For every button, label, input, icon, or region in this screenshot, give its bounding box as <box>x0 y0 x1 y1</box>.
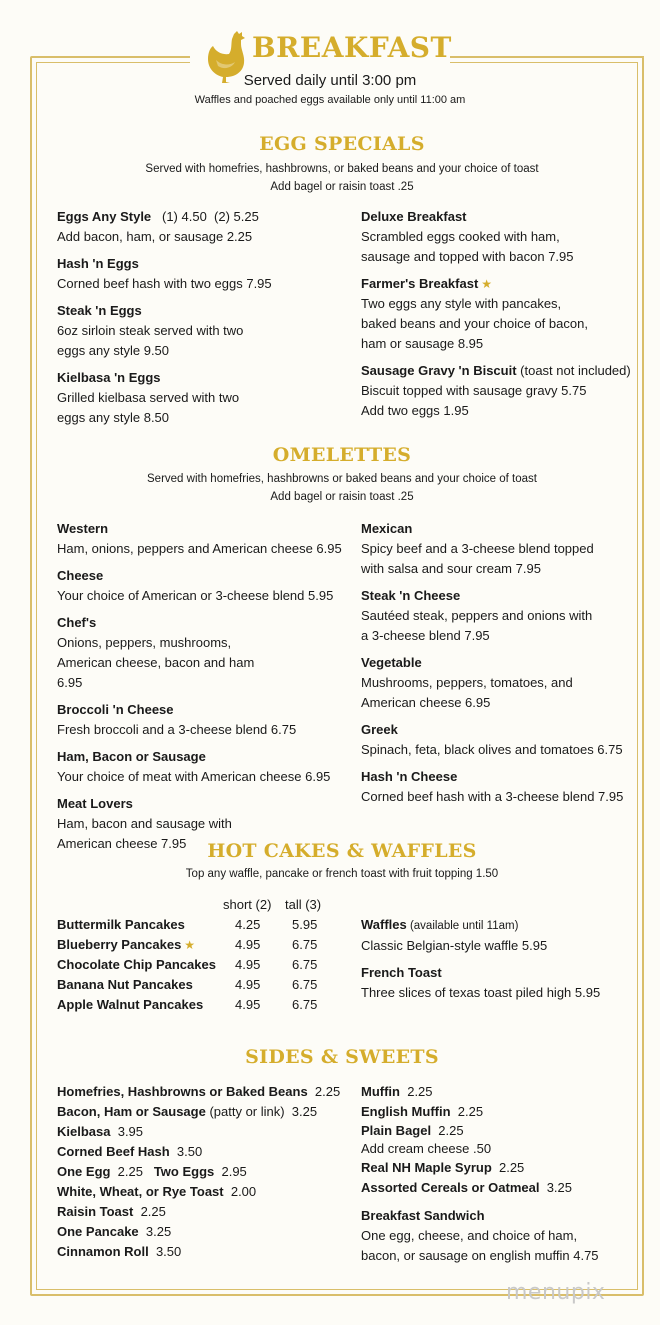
item-name: Broccoli 'n Cheese <box>57 702 174 717</box>
menu-item <box>361 720 641 760</box>
table-row <box>57 975 337 995</box>
column-tall: tall (3) <box>285 897 322 912</box>
item-name: Mexican <box>361 521 413 536</box>
price-tall: 6.75 <box>292 977 318 992</box>
side-item <box>57 1242 352 1262</box>
side-name: English Muffin <box>361 1104 451 1119</box>
side-price: 2.25 <box>307 1084 341 1099</box>
side-item <box>361 1158 641 1178</box>
side-name: Assorted Cereals or Oatmeal <box>361 1180 540 1195</box>
item-name: French Toast <box>361 965 442 980</box>
table-row <box>57 915 337 935</box>
egg-specials-left <box>57 207 352 435</box>
menu-item <box>57 566 352 606</box>
item-note: (available until 11am) <box>406 920 519 932</box>
item-name: Meat Lovers <box>57 796 133 811</box>
item-desc: Three slices of texas toast piled high 5.95 <box>361 985 601 1000</box>
price-short: 4.95 <box>235 997 261 1012</box>
menu-item <box>57 613 267 693</box>
item-addon: Add two eggs 1.95 <box>361 403 469 418</box>
side-item <box>57 1102 352 1122</box>
menu-item <box>57 207 352 247</box>
side-item <box>361 1082 641 1102</box>
pancake-name <box>57 935 195 955</box>
omelettes-left <box>57 519 352 861</box>
item-desc: Sautéed steak, peppers and onions with a 3-cheese blend 7.95 <box>361 608 593 643</box>
side-item <box>57 1222 352 1242</box>
side-price: 2.25 <box>431 1123 464 1138</box>
price-tall: 6.75 <box>292 957 318 972</box>
omelettes-addon: Add bagel or raisin toast .25 <box>270 491 414 503</box>
item-name: Vegetable <box>361 655 422 670</box>
side-name: Muffin <box>361 1084 400 1099</box>
omelettes-title: OMELETTES <box>272 444 412 466</box>
item-desc: 6oz sirloin steak served with two eggs any style 9.50 <box>57 323 244 358</box>
item-price: (1) 4.50 (2) 5.25 <box>151 209 259 224</box>
side-name: Cinnamon Roll <box>57 1244 149 1259</box>
item-desc: One egg, cheese, and choice of ham, bacon, or sausage on english muffin 4.75 <box>361 1228 599 1263</box>
item-desc: Mushrooms, peppers, tomatoes, and American cheese 6.95 <box>361 675 573 710</box>
price-short: 4.95 <box>235 957 261 972</box>
table-row <box>57 995 337 1015</box>
side-item <box>361 1122 641 1140</box>
side-name: Two Eggs <box>153 1164 215 1179</box>
side-item <box>57 1122 352 1142</box>
egg-specials-note: Served with homefries, hashbrowns, or baked beans and your choice of toast <box>145 163 539 175</box>
item-desc: Add bacon, ham, or sausage 2.25 <box>57 229 253 244</box>
pancake-table <box>57 895 337 1015</box>
menu-item <box>361 915 641 956</box>
menu-item <box>361 274 596 354</box>
side-price: 3.25 <box>539 1180 572 1195</box>
price-tall: 5.95 <box>292 917 318 932</box>
side-price: 2.25 <box>110 1164 154 1179</box>
menu-item <box>361 653 576 713</box>
side-price: 3.95 <box>110 1124 144 1139</box>
item-name: Deluxe Breakfast <box>361 209 467 224</box>
watermark: menupix <box>506 1280 606 1305</box>
column-short: short (2) <box>223 897 272 912</box>
star-icon: ★ <box>481 277 493 291</box>
item-desc: Two eggs any style with pancakes, baked beans and your choice of bacon, ham or sausage 8.95 <box>361 296 588 351</box>
side-item <box>57 1182 352 1202</box>
item-desc: Corned beef hash with two eggs 7.95 <box>57 276 272 291</box>
side-price: 2.95 <box>214 1164 247 1179</box>
sides-title: SIDES & SWEETS <box>245 1046 439 1068</box>
egg-specials-right <box>361 207 641 428</box>
pancake-name: Buttermilk Pancakes <box>57 917 185 932</box>
price-tall: 6.75 <box>292 997 318 1012</box>
item-desc: Ham, onions, peppers and American cheese 6.95 <box>57 541 342 556</box>
menu-item <box>57 301 267 361</box>
pancake-name: Chocolate Chip Pancakes <box>57 957 216 972</box>
side-name: Real NH Maple Syrup <box>361 1160 492 1175</box>
side-name: One Egg <box>57 1164 111 1179</box>
item-name: Western <box>57 521 109 536</box>
sides-right <box>361 1082 641 1273</box>
item-desc: Fresh broccoli and a 3-cheese blend 6.75 <box>57 722 297 737</box>
price-short: 4.95 <box>235 977 261 992</box>
served-note: Waffles and poached eggs available only until 11:00 am <box>194 94 466 106</box>
item-desc: Onions, peppers, mushrooms, American cheese, bacon and ham 6.95 <box>57 635 255 690</box>
item-desc: Grilled kielbasa served with two eggs any style 8.50 <box>57 390 240 425</box>
menu-item <box>57 700 352 740</box>
sides-left <box>57 1082 352 1262</box>
side-item <box>57 1082 352 1102</box>
table-header <box>57 895 337 915</box>
item-name: Farmer's Breakfast <box>361 276 479 291</box>
header-rule-right <box>450 56 644 57</box>
menu-item <box>361 1206 616 1266</box>
item-desc: Classic Belgian-style waffle 5.95 <box>361 938 548 953</box>
menu-item <box>361 361 641 421</box>
item-name: Hash 'n Cheese <box>361 769 458 784</box>
item-name: Waffles <box>361 917 407 932</box>
item-name: Steak 'n Eggs <box>57 303 142 318</box>
item-desc: Ham, bacon and sausage with American cheese 7.95 <box>57 816 232 851</box>
item-desc: Spicy beef and a 3-cheese blend topped with salsa and sour cream 7.95 <box>361 541 594 576</box>
egg-specials-title: EGG SPECIALS <box>259 133 425 155</box>
item-name: Sausage Gravy 'n Biscuit <box>361 363 517 378</box>
item-name: Hash 'n Eggs <box>57 256 139 271</box>
item-name: Steak 'n Cheese <box>361 588 461 603</box>
omelettes-right <box>361 519 641 814</box>
side-addon: Add cream cheese .50 <box>361 1141 492 1156</box>
side-price: 2.00 <box>223 1184 257 1199</box>
side-price: 2.25 <box>399 1084 433 1099</box>
header-rule-left <box>36 56 190 57</box>
menu-item <box>361 586 601 646</box>
side-price: 3.50 <box>169 1144 203 1159</box>
side-price: 2.25 <box>491 1160 525 1175</box>
hotcakes-right <box>361 915 641 1010</box>
item-name: Ham, Bacon or Sausage <box>57 749 206 764</box>
menu-item <box>361 767 641 807</box>
header-rule-right-2 <box>450 62 638 63</box>
side-price: 2.25 <box>133 1204 166 1219</box>
side-item <box>361 1102 641 1122</box>
side-name: Kielbasa <box>57 1124 111 1139</box>
hotcakes-note: Top any waffle, pancake or french toast with fruit topping 1.50 <box>185 868 499 880</box>
page-title: BREAKFAST <box>252 31 452 64</box>
menu-item <box>361 963 641 1003</box>
menu-item <box>57 519 352 559</box>
item-desc: Corned beef hash with a 3-cheese blend 7.95 <box>361 789 624 804</box>
menu-item <box>57 254 352 294</box>
item-name: Greek <box>361 722 398 737</box>
item-name: Chef's <box>57 615 97 630</box>
side-item <box>57 1142 352 1162</box>
item-note: (toast not included) <box>516 363 631 378</box>
item-name: Breakfast Sandwich <box>361 1208 485 1223</box>
star-icon: ★ <box>184 938 196 952</box>
hotcakes-title: HOT CAKES & WAFFLES <box>207 840 477 862</box>
table-row <box>57 955 337 975</box>
pancake-name: Apple Walnut Pancakes <box>57 997 204 1012</box>
price-short: 4.25 <box>235 917 261 932</box>
item-desc: Your choice of American or 3-cheese blend 5.95 <box>57 588 334 603</box>
side-price: 3.25 <box>138 1224 172 1239</box>
side-name: Plain Bagel <box>361 1123 432 1138</box>
side-price: 3.50 <box>148 1244 182 1259</box>
side-item <box>57 1162 352 1182</box>
side-price: 2.25 <box>450 1104 484 1119</box>
side-item <box>361 1178 641 1198</box>
menu-item <box>57 368 257 428</box>
side-name: Corned Beef Hash <box>57 1144 170 1159</box>
side-name: Bacon, Ham or Sausage <box>57 1104 206 1119</box>
side-name: Raisin Toast <box>57 1204 134 1219</box>
price-tall: 6.75 <box>292 937 318 952</box>
price-short: 4.95 <box>235 937 261 952</box>
side-name: Homefries, Hashbrowns or Baked Beans <box>57 1084 308 1099</box>
item-desc: Scrambled eggs cooked with ham, sausage and topped with bacon 7.95 <box>361 229 574 264</box>
item-name: Cheese <box>57 568 104 583</box>
item-desc: Spinach, feta, black olives and tomatoes 6.75 <box>361 742 623 757</box>
side-item <box>57 1202 352 1222</box>
header-rule-left-2 <box>36 62 190 63</box>
menu-item <box>361 207 586 267</box>
side-price: 3.25 <box>284 1104 318 1119</box>
egg-specials-addon: Add bagel or raisin toast .25 <box>270 181 414 193</box>
table-row <box>57 935 337 955</box>
item-desc: Biscuit topped with sausage gravy 5.75 <box>361 383 587 398</box>
item-desc: Your choice of meat with American cheese 6.95 <box>57 769 331 784</box>
served-hours: Served daily until 3:00 pm <box>243 72 417 89</box>
menu-item <box>361 519 596 579</box>
side-note: (patty or link) <box>205 1104 285 1119</box>
side-name: White, Wheat, or Rye Toast <box>57 1184 224 1199</box>
omelettes-note: Served with homefries, hashbrowns or baked beans and your choice of toast <box>147 473 537 485</box>
item-name: Kielbasa 'n Eggs <box>57 370 161 385</box>
pancake-name-text: Blueberry Pancakes <box>57 937 182 952</box>
menu-item <box>57 747 352 787</box>
item-name: Eggs Any Style <box>57 209 152 224</box>
pancake-name: Banana Nut Pancakes <box>57 977 193 992</box>
side-name: One Pancake <box>57 1224 139 1239</box>
